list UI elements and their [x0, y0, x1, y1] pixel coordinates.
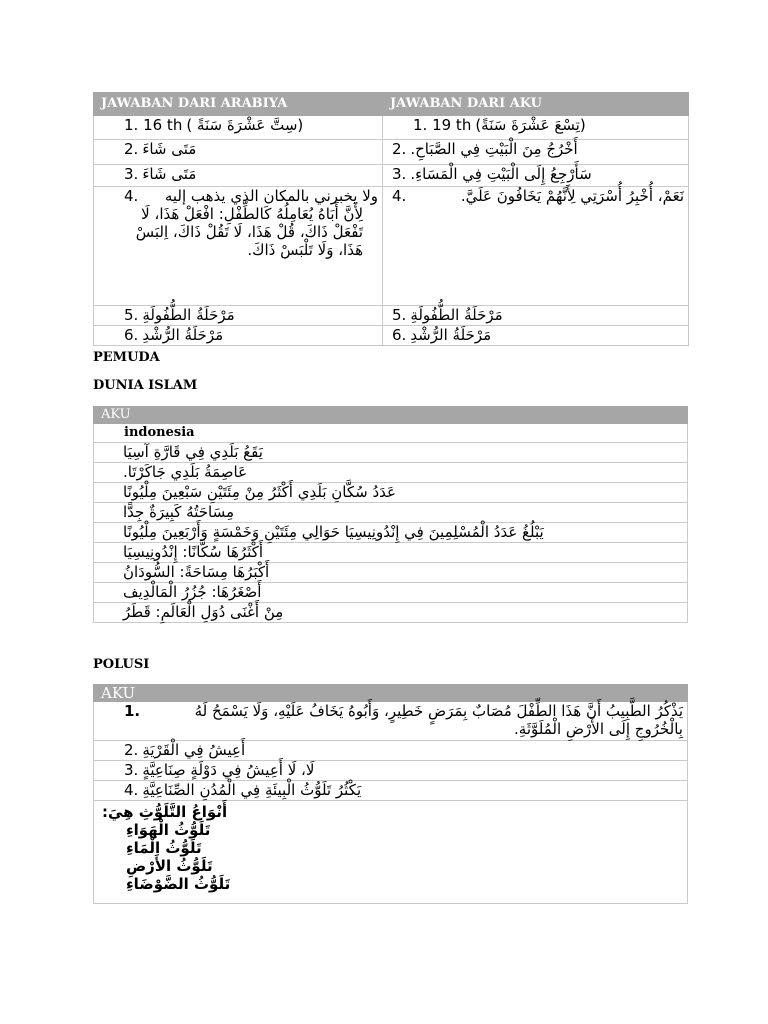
- polusi-answer: لَا، لَا أَعِيشُ فِي دَوْلَةٍ صِنَاعِيَّةٍ: [142, 761, 315, 779]
- table-row: [94, 326, 689, 346]
- table-header-aku: AKU: [94, 407, 688, 424]
- row-number: 5.: [124, 306, 139, 324]
- arabic-answer: ولا يخبرني بالمكان الذي يذهب إليه: [164, 187, 378, 205]
- row-number: 2.: [392, 140, 407, 158]
- row-number: 1. 16 th: [124, 116, 183, 134]
- row-number: 2.: [124, 741, 139, 759]
- table-row: [94, 116, 689, 140]
- table-row: [94, 165, 689, 187]
- row-number: 6.: [392, 326, 407, 344]
- table-row: [94, 306, 689, 326]
- row-number: 3.: [124, 761, 139, 779]
- row-number: 3.: [124, 165, 139, 183]
- arabic-answer: مَتَى شَاءَ: [142, 165, 197, 183]
- arabic-answer: نَعَمْ، أُخْبِرُ أُسْرَتِي لِأَنَّهُمْ يَخَافُونَ عَلَيَّ.: [460, 187, 684, 205]
- row-number: 5.: [392, 306, 407, 324]
- row-number: 4.: [124, 187, 139, 205]
- polusi-answer: يَذْكُرُ الطَّبِيبُ أَنَّ هَذَا الطِّفْلَ مُصَابٌ بِمَرَضٍ خَطِيرٍ، وَأَبُوهُ يَخَافُ عَلَيْهِ، وَلَا يَسْمَحُ لَهُ بِالْخُرُوجِ إِلَى الأَرْضِ الْمُلَوَّثَةِ.: [194, 702, 683, 738]
- list-item: مِنْ أَغْنَى دُوَلِ الْعَالَمِ: قَطَرُ: [123, 603, 284, 621]
- list-item: أَصْغَرُهَا: جُزُرُ الْمَالْدِيف: [123, 583, 262, 601]
- arabic-answer: أَخْرُجُ مِنَ الْبَيْتِ فِي الصَّبَاحِ.: [410, 140, 578, 158]
- row-number: 2.: [124, 140, 139, 158]
- arabic-answer: مَرْحَلَةُ الرُّشْدِ: [410, 326, 492, 344]
- polusi-answer: أَعِيشُ فِي الْقَرْيَةِ: [142, 741, 246, 759]
- list-item: أَكْبَرُهَا مِسَاحَةً: السُّودَانُ: [123, 563, 270, 581]
- arabic-answer: مَتَى شَاءَ: [142, 140, 197, 158]
- arabic-explanation: لِأَنَّ أَبَاهُ يُعَامِلُهُ كَالطِّفْلِ: افْعَلْ هَذَا، لَا تَفْعَلْ ذَاكَ، قُلْ هَذَا، لَا تَقُلْ ذَاكَ، اِلبَسْ هَذَا، وَلَا تَلْبَسْ ذَاكَ.: [135, 205, 363, 259]
- list-item: تَلَوُّثُ الأَرْضِ: [126, 857, 213, 875]
- list-item: يَقَعُ بَلَدِي فِي قَارَّةِ آسِيَا: [123, 443, 263, 461]
- arabic-answer: سَأَرْجِعُ إِلَى الْبَيْتِ فِي الْمَسَاءِ.: [410, 165, 592, 183]
- heading-pemuda: PEMUDA: [93, 350, 160, 365]
- arabic-answer: (تِسْعَ عَشْرَةَ سَنَةً): [475, 116, 586, 134]
- list-item: تَلَوُّثُ الضَّوْضَاءِ: [126, 875, 231, 893]
- row-number: 1.: [124, 702, 141, 720]
- polusi-answer: يَكْثُرُ تَلَوُّثُ الْبِيئَةِ فِي الْمُدُنِ الصِّنَاعِيَّةِ: [142, 781, 362, 799]
- list-item: مِسَاحَتُهُ كَبِيرَةٌ جِدًّا: [123, 503, 235, 521]
- polusi-table: [93, 684, 688, 904]
- heading-polusi: POLUSI: [93, 657, 150, 672]
- table-header-aku: AKU: [94, 685, 688, 702]
- header-arabiya: JAWABAN DARI ARABIYA: [94, 93, 383, 116]
- row-number: 1. 19 th: [413, 116, 472, 134]
- list-item: تَلَوُّثُ الْمَاءِ: [126, 839, 202, 857]
- list-item: أَكْثَرُهَا سُكَّانًا: إِنْدُونِيسِيَا: [123, 543, 263, 561]
- list-item: تَلَوُّثُ الْهَوَاءِ: [126, 821, 211, 839]
- row-number: 4.: [392, 187, 407, 205]
- header-aku: JAWABAN DARI AKU: [383, 93, 689, 116]
- arabic-answer: مَرْحَلَةُ الرُّشْدِ: [142, 326, 224, 344]
- row-number: 4.: [124, 781, 139, 799]
- pollution-types-title: أَنْوَاعُ التَّلَوُّثِ هِيَ:: [102, 803, 228, 821]
- arabic-answer: مَرْحَلَةُ الطُّفُولَةِ: [410, 306, 503, 324]
- list-item: يَبْلُغُ عَدَدُ الْمُسْلِمِينَ فِي إِنْدُونِيسِيَا حَوَالِي مِئَتَيْنِ وَخَمْسَةٍ وَأَرْبَعِينَ مِلْيُونًا: [123, 523, 544, 541]
- country-title: indonesia: [94, 424, 688, 443]
- answers-table-header: [94, 93, 689, 116]
- row-number: 6.: [124, 326, 139, 344]
- answers-table: [93, 92, 689, 346]
- list-item: عَاصِمَةُ بَلَدِي جَاكَرْتَا.: [123, 463, 248, 481]
- arabic-answer: (سِتَّ عَشْرَةَ سَنَةً ): [186, 116, 304, 134]
- table-row: [94, 187, 689, 306]
- row-number: 3.: [392, 165, 407, 183]
- table-row: [94, 140, 689, 165]
- list-item: عَدَدُ سُكَّانِ بَلَدِي أَكْثَرُ مِنْ مِئَتَيْنِ سَبْعِينَ مِلْيُونًا: [123, 483, 396, 501]
- arabic-answer: مَرْحَلَةُ الطُّفُولَةِ: [142, 306, 235, 324]
- dunia-islam-table: [93, 406, 688, 623]
- heading-dunia-islam: DUNIA ISLAM: [93, 378, 198, 393]
